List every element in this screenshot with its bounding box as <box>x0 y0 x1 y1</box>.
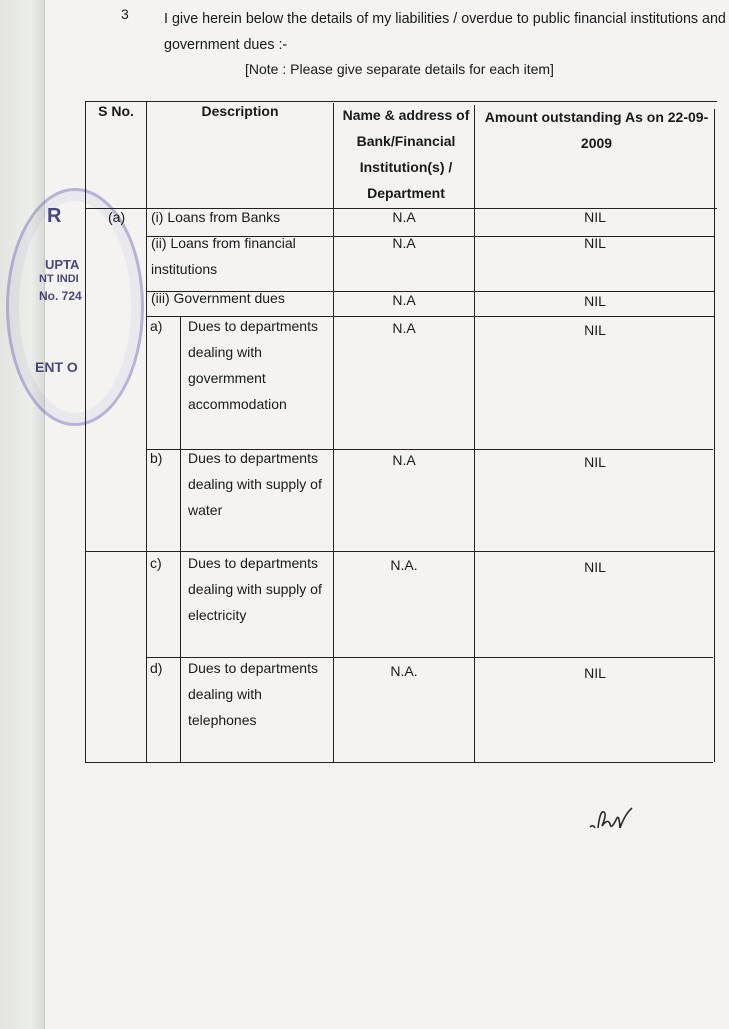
row-name: N.A <box>392 292 416 308</box>
row-description: Dues to departments dealing with telephones <box>188 660 318 728</box>
note: [Note : Please give separate details for each item] <box>245 61 554 77</box>
row-name: N.A <box>392 320 416 336</box>
stamp-text: ENT O <box>35 359 78 375</box>
row-description: Dues to departments dealing with govermment accommodation <box>188 318 318 412</box>
stamp-text: R <box>47 205 62 227</box>
row-description: (i) Loans from Banks <box>151 209 281 225</box>
row-sno: (a) <box>108 209 126 225</box>
binding-edge <box>0 0 45 1029</box>
stamp-text: UPTA <box>45 257 80 272</box>
row-sub-label: d) <box>150 660 163 676</box>
row-amount: NIL <box>584 322 606 338</box>
row-sub-label: a) <box>150 318 163 334</box>
row-description: Dues to departments dealing with supply of water <box>188 450 322 518</box>
row-amount: NIL <box>584 209 606 225</box>
row-name: N.A <box>392 452 416 468</box>
row-amount: NIL <box>584 665 606 681</box>
row-name: N.A <box>392 209 416 225</box>
row-sub-label: c) <box>150 555 162 571</box>
row-amount: NIL <box>584 454 606 470</box>
header-name-address: Name & address of Bank/Financial Institution(s) / Department <box>342 107 470 201</box>
row-name: N.A <box>392 235 416 251</box>
row-amount: NIL <box>584 235 606 251</box>
row-description: Dues to departments dealing with supply of electricity <box>188 555 322 623</box>
header-amount: Amount outstanding As on 22-09-2009 <box>484 109 709 151</box>
header-description: Description <box>201 103 279 119</box>
row-amount: NIL <box>584 559 606 575</box>
signature-icon <box>586 800 636 845</box>
stamp-text: NT INDI <box>39 273 79 285</box>
row-name: N.A. <box>390 663 418 679</box>
row-description: (ii) Loans from financial institutions <box>151 235 296 277</box>
row-description: (iii) Government dues <box>151 290 285 306</box>
row-sub-label: b) <box>150 450 163 466</box>
header-sno: S No. <box>98 103 134 119</box>
paragraph-number: 3 <box>121 6 129 22</box>
paragraph-text: I give herein below the details of my liabilities / overdue to public financial institutions and government dues :- <box>164 11 726 53</box>
stamp-text: No. 724 <box>39 289 82 303</box>
row-amount: NIL <box>584 293 606 309</box>
row-name: N.A. <box>390 557 418 573</box>
